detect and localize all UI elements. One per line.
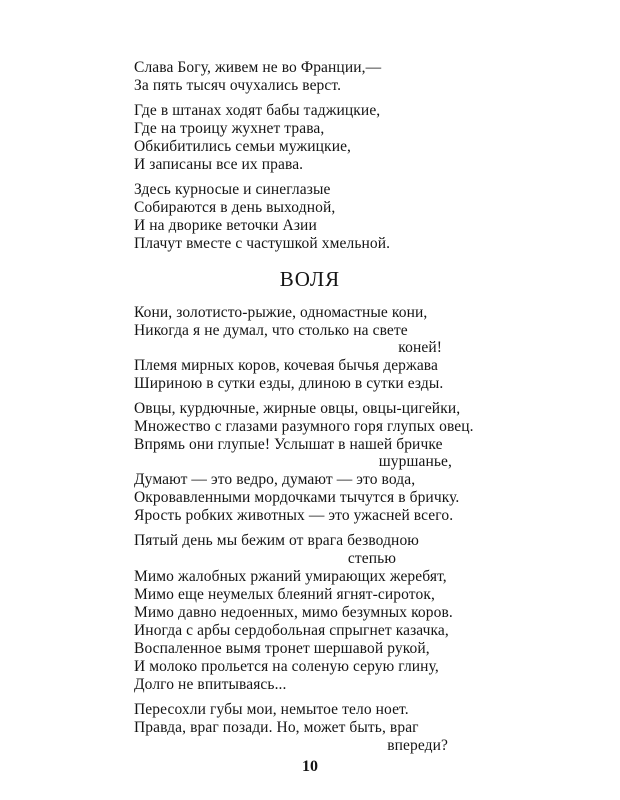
poem-line: Племя мирных коров, кочевая бычья держава xyxy=(134,357,439,374)
poem-line-continuation: коней! xyxy=(398,339,442,356)
poem-line: И на дворике веточки Азии xyxy=(134,217,317,234)
page-number: 10 xyxy=(302,758,318,775)
poem-line: И записаны все их права. xyxy=(134,156,304,173)
poem-line: Собираются в день выходной, xyxy=(134,199,336,216)
poem-line: Впрямь они глупые! Услышат в нашей бричке xyxy=(134,436,443,453)
poem-line-continuation: шуршанье, xyxy=(378,453,452,470)
poem-title: ВОЛЯ xyxy=(279,267,341,291)
poem-line: Думают — это ведро, думают — это вода, xyxy=(134,471,416,488)
poem-line: Плачут вместе с частушкой хмельной. xyxy=(134,235,391,252)
poem-line: Пятый день мы бежим от врага безводною xyxy=(134,532,419,549)
poem-line: Ярость робких животных — это ужасней всего. xyxy=(134,507,454,524)
poem-line: Обкибитились семьи мужицкие, xyxy=(134,138,352,155)
poem-line: Пересохли губы мои, немытое тело ноет. xyxy=(134,701,409,718)
poem-line: Где на троицу жухнет трава, xyxy=(134,120,325,137)
poem-line: Мимо жалобных ржаний умирающих жеребят, xyxy=(134,568,447,585)
poem-line: Мимо еще неумелых блеяний ягнят-сироток, xyxy=(134,586,435,603)
poem-line: Множество с глазами разумного горя глупых овец. xyxy=(134,418,474,435)
poem-line: Шириною в сутки езды, длиною в сутки езды. xyxy=(134,375,444,392)
poem-line: Никогда я не думал, что столько на свете xyxy=(134,322,408,339)
poem-line: Долго не впитываясь... xyxy=(134,676,287,693)
poem-line-continuation: степью xyxy=(347,550,396,567)
poem-line: Правда, враг позади. Но, может быть, враг xyxy=(134,719,419,736)
poem-line: Где в штанах ходят бабы таджицкие, xyxy=(134,102,381,119)
poem-line: Кони, золотисто-рыжие, одномастные кони, xyxy=(134,304,428,321)
poem-line: Мимо давно недоенных, мимо безумных коров. xyxy=(134,604,453,621)
poem-line: Иногда с арбы сердобольная спрыгнет казачка, xyxy=(134,622,449,639)
poem-line: Овцы, курдючные, жирные овцы, овцы-цигейки, xyxy=(134,400,461,417)
poem-line: И молоко прольется на соленую серую глину, xyxy=(134,658,439,675)
poem-line: За пять тысяч очухались верст. xyxy=(134,77,342,94)
poem-line: Здесь курносые и синеглазые xyxy=(134,181,331,198)
poem-line: Воспаленное вымя тронет шершавой рукой, xyxy=(134,640,430,657)
poem-line: Окровавленными мордочками тычутся в бричку. xyxy=(134,489,460,506)
poem-line-continuation: впереди? xyxy=(387,737,448,754)
poem-line: Слава Богу, живем не во Франции,— xyxy=(134,59,382,76)
